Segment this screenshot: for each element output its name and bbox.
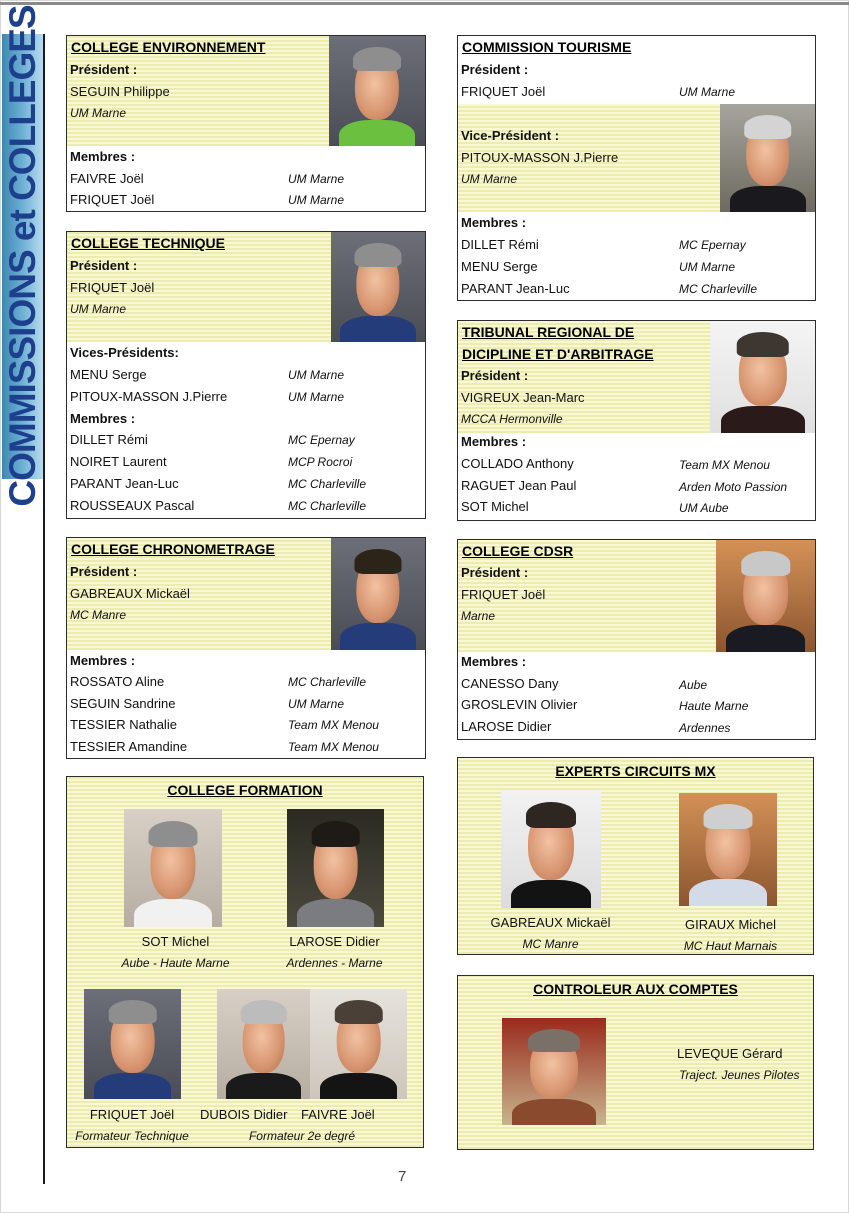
- college-environnement-box: [66, 35, 426, 212]
- section-title: COLLEGE FORMATION: [167, 782, 323, 798]
- president-club: UM Marne: [70, 302, 127, 316]
- member-club: Aube: [679, 678, 708, 692]
- vp-name: MENU Serge: [70, 367, 147, 382]
- person-name: LAROSE Didier: [289, 934, 380, 949]
- member-name: TESSIER Nathalie: [70, 717, 177, 732]
- photo: [287, 809, 384, 927]
- member-club: Team MX Menou: [679, 458, 770, 472]
- photo: [331, 538, 425, 650]
- president-club: MC Manre: [70, 608, 127, 622]
- shared-role: Formateur 2e degré: [248, 1129, 356, 1143]
- president-club: UM Marne: [70, 106, 127, 120]
- experts-box: [457, 757, 814, 955]
- college-formation-box: [66, 776, 424, 1148]
- member-club: Arden Moto Passion: [679, 480, 788, 494]
- member-club: UM Marne: [288, 697, 345, 711]
- photo: [720, 104, 815, 212]
- member-name: PARANT Jean-Luc: [461, 281, 570, 296]
- photo: [502, 1018, 606, 1125]
- member-name: PARANT Jean-Luc: [70, 476, 179, 491]
- vp-club: UM Marne: [461, 172, 518, 186]
- vp-club: UM Marne: [288, 368, 345, 382]
- member-club: MC Charleville: [288, 675, 367, 689]
- side-rule: [43, 34, 45, 1184]
- vp-name: PITOUX-MASSON J.Pierre: [461, 150, 619, 165]
- section-title: COLLEGE TECHNIQUE: [71, 235, 226, 251]
- member-club: MC Charleville: [288, 477, 367, 491]
- photo: [329, 36, 425, 146]
- president-label: Président :: [70, 564, 138, 579]
- member-club: MC Charleville: [679, 282, 758, 296]
- person-name: LEVEQUE Gérard: [677, 1046, 783, 1061]
- photo: [710, 321, 815, 433]
- members-label: Membres :: [70, 149, 136, 164]
- photo: [501, 790, 601, 908]
- member-club: MC Epernay: [288, 433, 355, 447]
- member-club: Haute Marne: [679, 699, 749, 713]
- photo: [84, 989, 181, 1099]
- top-rule: [0, 2, 849, 5]
- member-club: MCP Rocroi: [288, 455, 353, 469]
- president-club: Marne: [461, 609, 496, 623]
- member-club: MC Epernay: [679, 238, 746, 252]
- member-name: FAIVRE Joël: [70, 171, 144, 186]
- president-label: Président :: [461, 62, 529, 77]
- president-club: UM Marne: [679, 85, 736, 99]
- member-name: SOT Michel: [461, 499, 529, 514]
- photo: [716, 540, 815, 652]
- person-club: MC Manre: [522, 937, 579, 951]
- member-club: UM Marne: [679, 260, 736, 274]
- president-name: FRIQUET Joël: [70, 280, 155, 295]
- members-label: Membres :: [461, 654, 527, 669]
- president-name: GABREAUX Mickaël: [70, 586, 190, 601]
- person-club: MC Haut Marnais: [683, 939, 778, 953]
- college-chronometrage-box: [66, 537, 426, 759]
- commission-tourisme-box: [457, 35, 816, 301]
- person-club: Traject. Jeunes Pilotes: [679, 1068, 800, 1082]
- members-label: Membres :: [70, 653, 136, 668]
- member-name: GROSLEVIN Olivier: [461, 697, 578, 712]
- college-technique-box: [66, 231, 426, 519]
- person-name: SOT Michel: [141, 934, 210, 949]
- member-name: ROUSSEAUX Pascal: [70, 498, 195, 513]
- photo: [679, 793, 777, 906]
- member-name: CANESSO Dany: [461, 676, 559, 691]
- section-title: COLLEGE ENVIRONNEMENT: [71, 39, 266, 55]
- person-name: GIRAUX Michel: [684, 917, 777, 932]
- member-name: RAGUET Jean Paul: [461, 478, 577, 493]
- members-label: Membres :: [461, 434, 527, 449]
- photo: [331, 232, 425, 342]
- person-name: FRIQUET Joël: [89, 1107, 175, 1122]
- vp-label: Vices-Présidents:: [70, 345, 179, 360]
- member-club: UM Marne: [288, 172, 345, 186]
- member-name: ROSSATO Aline: [70, 674, 165, 689]
- side-title: COMMISSIONS et COLLEGES: [2, 5, 43, 507]
- member-club: UM Marne: [288, 193, 345, 207]
- vp-name: PITOUX-MASSON J.Pierre: [70, 389, 228, 404]
- controleur-box: [457, 975, 814, 1150]
- person-name: GABREAUX Mickaël: [490, 915, 611, 930]
- president-name: SEGUIN Philippe: [70, 84, 170, 99]
- person-name: FAIVRE Joël: [301, 1107, 375, 1122]
- president-label: Président :: [461, 368, 529, 383]
- president-label: Président :: [70, 62, 138, 77]
- page-number: 7: [398, 1168, 407, 1185]
- section-title: CONTROLEUR AUX COMPTES: [533, 981, 738, 997]
- member-club: Team MX Menou: [288, 740, 379, 754]
- section-title: COLLEGE CHRONOMETRAGE: [71, 541, 275, 557]
- member-club: MC Charleville: [288, 499, 367, 513]
- person-role: Formateur Technique: [75, 1129, 189, 1143]
- vp-label: Vice-Président :: [461, 128, 560, 143]
- member-name: COLLADO Anthony: [461, 456, 574, 471]
- members-label: Membres :: [70, 411, 136, 426]
- section-title-line1: TRIBUNAL REGIONAL DE: [462, 324, 635, 340]
- college-cdsr-box: [457, 539, 816, 740]
- member-club: Ardennes: [679, 721, 731, 735]
- section-title: COMMISSION TOURISME: [462, 39, 632, 55]
- members-label: Membres :: [461, 215, 527, 230]
- person-role: Ardennes - Marne: [286, 956, 383, 970]
- president-name: FRIQUET Joël: [461, 84, 546, 99]
- member-name: LAROSE Didier: [461, 719, 552, 734]
- member-name: DILLET Rémi: [70, 432, 148, 447]
- photo: [124, 809, 222, 927]
- member-club: Team MX Menou: [288, 718, 379, 732]
- member-club: UM Aube: [679, 501, 729, 515]
- president-name: VIGREUX Jean-Marc: [461, 390, 585, 405]
- section-title: EXPERTS CIRCUITS MX: [555, 763, 716, 779]
- member-name: FRIQUET Joël: [70, 192, 155, 207]
- member-name: DILLET Rémi: [461, 237, 539, 252]
- president-label: Président :: [70, 258, 138, 273]
- tribunal-box: [457, 320, 816, 521]
- photo: [310, 989, 407, 1099]
- member-name: SEGUIN Sandrine: [70, 696, 176, 711]
- section-title-line2: DICIPLINE ET D'ARBITRAGE: [462, 346, 654, 362]
- photo: [217, 989, 310, 1099]
- vp-club: UM Marne: [288, 390, 345, 404]
- member-name: TESSIER Amandine: [70, 739, 188, 754]
- president-label: Président :: [461, 565, 529, 580]
- president-name: FRIQUET Joël: [461, 587, 546, 602]
- person-name: DUBOIS Didier: [200, 1107, 288, 1122]
- president-club: MCCA Hermonville: [461, 412, 563, 426]
- member-name: NOIRET Laurent: [70, 454, 167, 469]
- person-role: Aube - Haute Marne: [121, 956, 230, 970]
- section-title: COLLEGE CDSR: [462, 543, 574, 559]
- member-name: MENU Serge: [461, 259, 538, 274]
